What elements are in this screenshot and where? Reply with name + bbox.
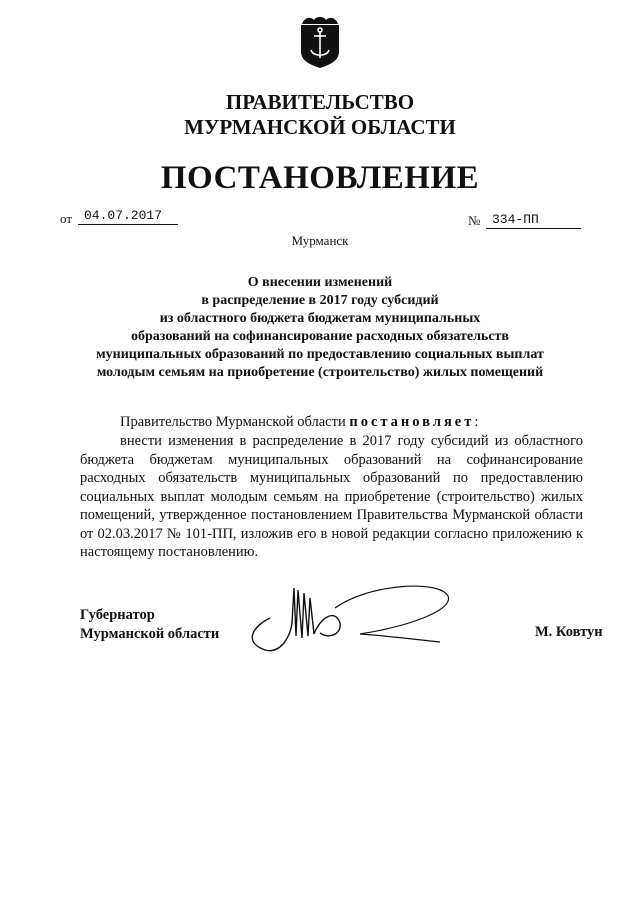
handwritten-signature [240, 578, 460, 658]
date-underline [78, 224, 178, 225]
document-number: 334-ПП [492, 212, 539, 227]
intro-text: Правительство Мурманской области [120, 414, 346, 430]
signatory-name: М. Ковтун [535, 624, 603, 640]
resolution-paragraph: внести изменения в распределение в 2017 году субсидий из областного бюджета бюджетам муниципальных образований на софинансирование расходных обязательств муниципальных образований по предоставлению социальных выплат молодым семьям на приобретение (строительство) жилых помещений, утвержденное постановлением Правительства Мурманской области от 02.03.2017 № 101-ПП, изложив его в новой редакции согласно приложению к настоящему постановлению. [80, 433, 583, 560]
title-line: образований на софинансирование расходных обязательств [131, 329, 509, 344]
coat-of-arms-icon [298, 14, 342, 68]
title-line: муниципальных образований по предоставлению социальных выплат [96, 347, 544, 362]
signatory-title-line2: Мурманской области [80, 625, 220, 642]
document-title [60, 274, 580, 382]
document-type: ПОСТАНОВЛЕНИЕ [160, 160, 480, 196]
city: Мурманск [291, 233, 349, 248]
signatory-title [80, 606, 219, 643]
resolves-word: постановляет [349, 414, 475, 430]
intro-colon: : [474, 414, 479, 430]
number-underline [486, 228, 581, 229]
title-line: О внесении изменений [247, 275, 393, 290]
organization-name-line1: ПРАВИТЕЛЬСТВО [225, 90, 415, 114]
document-date: 04.07.2017 [84, 208, 163, 223]
resolution-intro [80, 413, 583, 432]
title-line: из областного бюджета бюджетам муниципальных [159, 311, 481, 326]
organization-name-line2: МУРМАНСКОЙ ОБЛАСТИ [184, 115, 456, 139]
signatory-title-line1: Губернатор [80, 607, 155, 623]
date-prefix: от [60, 211, 73, 226]
title-line: в распределение в 2017 году субсидий [201, 293, 439, 308]
number-prefix: № [468, 213, 481, 228]
title-line: молодым семьям на приобретение (строительство) жилых помещений [96, 365, 544, 380]
